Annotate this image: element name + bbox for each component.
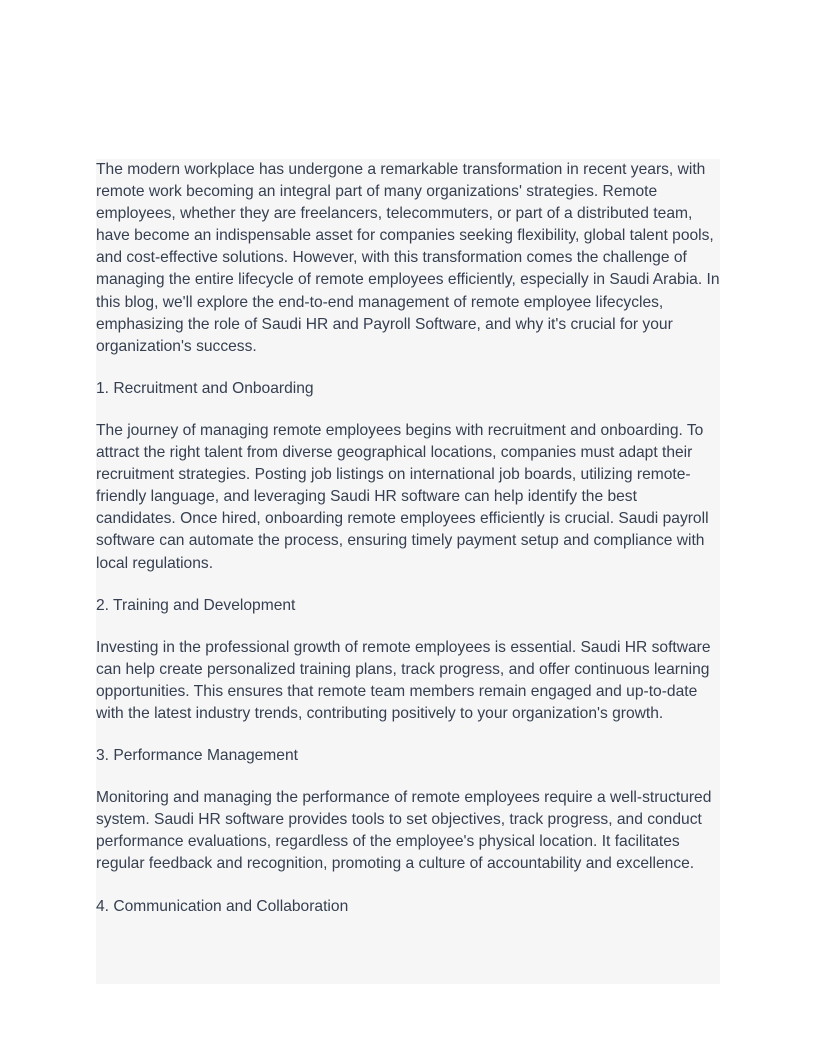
performance-paragraph: Monitoring and managing the performance of remote employees require a well-structured system. Saudi HR software provides tools to set objectives, track progress, and conduct performance evaluations, regardless of the employee's physical location. It facilitates regular feedback and recognition, promoting a culture of accountability and excellence. [96, 789, 712, 873]
training-paragraph: Investing in the professional growth of remote employees is essential. Saudi HR software can help create personalized training plans, track progress, and offer continuous learning opportunities. This ensures that remote team members remain engaged and up-to-date with the latest industry trends, contributing positively to your organization's growth. [96, 638, 711, 722]
intro-paragraph: The modern workplace has undergone a remarkable transformation in recent years, with remote work becoming an integral part of many organizations' strategies. Remote employees, whether they are freelancers, telecommuters, or part of a distributed team, have become an indispensable asset for companies seeking flexibility, global talent pools, and cost-effective solutions. However, with this transformation comes the challenge of managing the entire lifecycle of remote employees efficiently, especially in Saudi Arabia. In this blog, we'll explore the end-to-end management of remote employee lifecycles, emphasizing the role of Saudi HR and Payroll Software, and why it's crucial for your organization's success. [96, 161, 720, 355]
section-heading-performance: 3. Performance Management [96, 747, 298, 765]
section-heading-recruitment: 1. Recruitment and Onboarding [96, 379, 314, 397]
document-body [96, 159, 720, 984]
section-heading-communication: 4. Communication and Collaboration [96, 897, 349, 915]
section-heading-training: 2. Training and Development [96, 596, 296, 614]
recruitment-paragraph: The journey of managing remote employees begins with recruitment and onboarding. To attract the right talent from diverse geographical locations, companies must adapt their recruitment strategies. Posting job listings on international job boards, utilizing remote-friendly language, and leveraging Saudi HR software can help identify the best candidates. Once hired, onboarding remote employees efficiently is crucial. Saudi payroll software can automate the process, ensuring timely payment setup and compliance with local regulations. [96, 421, 709, 572]
